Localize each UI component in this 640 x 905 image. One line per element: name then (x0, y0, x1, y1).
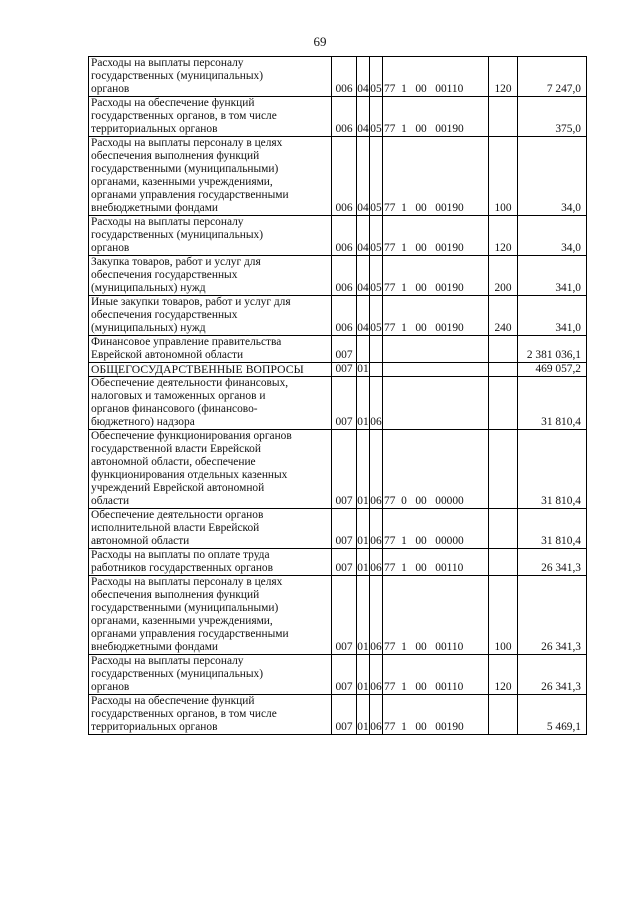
row-rz-cell: 01 (357, 363, 369, 375)
row-pr-cell: 05 (370, 296, 383, 336)
row-rz-cell: 04 (357, 296, 370, 336)
row-pr-cell (370, 336, 383, 363)
row-vr-cell (489, 509, 518, 549)
row-sum-cell: 375,0 (518, 97, 587, 137)
row-ved-cell: 007 (332, 509, 357, 549)
row-csr-cell: 77 1 00 00190 (383, 296, 489, 336)
table-row (89, 509, 587, 549)
row-pr-cell (370, 363, 383, 377)
row-vr-cell (489, 695, 518, 735)
row-sum-cell: 341,0 (518, 256, 587, 296)
row-name-cell: Обеспечение функционирования органов государственной власти Еврейской автономной области, обеспечение функционирования отдельных казенных учреждений Еврейской автономной области (89, 430, 332, 509)
row-vr-cell (489, 363, 518, 377)
row-pr-cell: 05 (370, 97, 383, 137)
row-vr-cell (489, 549, 518, 576)
row-csr-cell: 77 1 00 00190 (383, 137, 489, 216)
row-sum-cell: 26 341,3 (518, 655, 587, 695)
row-pr-cell: 06 (370, 655, 383, 695)
row-pr-cell: 06 (370, 377, 383, 430)
row-name-cell: Расходы на выплаты персоналу государственных (муниципальных) органов (89, 216, 332, 256)
row-rz-cell: 04 (357, 137, 370, 216)
row-name-cell: Расходы на выплаты по оплате труда работников государственных органов (89, 549, 332, 576)
row-rz-cell: 01 (357, 430, 370, 509)
row-vr-cell (489, 97, 518, 137)
row-pr-cell: 06 (370, 509, 383, 549)
table-row (89, 256, 587, 296)
table-row (89, 549, 587, 576)
row-ved-cell: 006 (332, 216, 357, 256)
row-ved-cell: 007 (332, 363, 357, 377)
table-row (89, 363, 587, 377)
row-csr-cell: 77 1 00 00190 (383, 695, 489, 735)
row-csr-cell: 77 0 00 00000 (383, 430, 489, 509)
row-rz-cell: 04 (357, 256, 370, 296)
row-vr-cell: 240 (489, 296, 518, 336)
row-sum-cell: 31 810,4 (518, 430, 587, 509)
row-ved-cell: 006 (332, 57, 357, 97)
row-csr-cell: 77 1 00 00110 (383, 655, 489, 695)
row-csr-cell: 77 1 00 00190 (383, 97, 489, 137)
row-csr-cell: 77 1 00 00110 (383, 576, 489, 655)
row-sum-cell: 26 341,3 (518, 549, 587, 576)
row-vr-cell: 100 (489, 137, 518, 216)
row-sum-cell: 2 381 036,1 (518, 336, 587, 363)
row-rz-cell: 01 (357, 655, 370, 695)
row-csr-cell: 77 1 00 00190 (383, 216, 489, 256)
row-sum-cell: 31 810,4 (518, 377, 587, 430)
row-pr-cell: 06 (370, 430, 383, 509)
budget-table (88, 56, 587, 735)
row-name-cell: Расходы на обеспечение функций государственных органов, в том числе территориальных органов (89, 97, 332, 137)
row-csr-cell: 77 1 00 00190 (383, 256, 489, 296)
table-row (89, 296, 587, 336)
table-row (89, 430, 587, 509)
row-sum-cell: 341,0 (518, 296, 587, 336)
row-name-cell: ОБЩЕГОСУДАРСТВЕННЫЕ ВОПРОСЫ (89, 363, 332, 377)
row-sum-cell: 5 469,1 (518, 695, 587, 735)
row-ved-cell: 006 (332, 296, 357, 336)
row-name-cell: Расходы на выплаты персоналу в целях обеспечения выполнения функций государственными (муниципальными) органами, казенными учреждениями, органами управления государственными внебюджетными фондами (89, 576, 332, 655)
row-ved-cell: 007 (332, 695, 357, 735)
row-sum-cell: 26 341,3 (518, 576, 587, 655)
row-vr-cell (489, 430, 518, 509)
row-rz-cell: 01 (357, 576, 370, 655)
row-name-cell: Иные закупки товаров, работ и услуг для обеспечения государственных (муниципальных) нужд (89, 296, 332, 336)
row-pr-cell: 06 (370, 695, 383, 735)
row-name-cell: Расходы на обеспечение функций государственных органов, в том числе территориальных органов (89, 695, 332, 735)
row-rz-cell (357, 336, 370, 363)
row-sum-cell: 34,0 (518, 216, 587, 256)
row-rz-cell: 04 (357, 216, 370, 256)
row-ved-cell: 006 (332, 256, 357, 296)
row-rz-cell: 04 (357, 57, 370, 97)
row-rz-cell: 01 (357, 549, 370, 576)
row-ved-cell: 007 (332, 655, 357, 695)
row-vr-cell: 120 (489, 655, 518, 695)
row-sum-cell: 7 247,0 (518, 57, 587, 97)
table-row (89, 97, 587, 137)
row-pr-cell: 05 (370, 57, 383, 97)
row-vr-cell: 200 (489, 256, 518, 296)
row-ved-cell: 007 (332, 430, 357, 509)
row-name-cell: Закупка товаров, работ и услуг для обеспечения государственных (муниципальных) нужд (89, 256, 332, 296)
table-row (89, 695, 587, 735)
table-row (89, 576, 587, 655)
row-vr-cell: 120 (489, 57, 518, 97)
row-ved-cell: 007 (332, 336, 357, 363)
row-name-cell: Расходы на выплаты персоналу государственных (муниципальных) органов (89, 655, 332, 695)
row-name-cell: Обеспечение деятельности финансовых, налоговых и таможенных органов и органов финансового (финансово- бюджетного) надзора (89, 377, 332, 430)
row-rz-cell: 01 (357, 509, 370, 549)
row-rz-cell: 01 (357, 695, 370, 735)
row-csr-cell: 77 1 00 00110 (383, 549, 489, 576)
table-row (89, 137, 587, 216)
row-ved-cell: 006 (332, 97, 357, 137)
row-ved-cell: 007 (332, 377, 357, 430)
row-csr-cell (383, 377, 489, 430)
row-sum-cell: 469 057,2 (518, 363, 587, 377)
row-vr-cell: 100 (489, 576, 518, 655)
row-csr-cell: 77 1 00 00000 (383, 509, 489, 549)
row-csr-cell: 77 1 00 00110 (383, 57, 489, 97)
row-rz-cell: 04 (357, 97, 370, 137)
row-sum-cell: 31 810,4 (518, 509, 587, 549)
row-csr-cell (383, 336, 489, 363)
row-sum-cell: 34,0 (518, 137, 587, 216)
row-pr-cell: 05 (370, 137, 383, 216)
row-pr-cell: 06 (370, 576, 383, 655)
row-vr-cell (489, 377, 518, 430)
row-vr-cell (489, 336, 518, 363)
row-pr-cell: 05 (370, 256, 383, 296)
row-rz-cell: 01 (357, 377, 370, 430)
table-row (89, 216, 587, 256)
budget-table-body (89, 57, 587, 735)
table-row (89, 655, 587, 695)
row-ved-cell: 006 (332, 137, 357, 216)
row-ved-cell: 007 (332, 576, 357, 655)
row-pr-cell: 05 (370, 216, 383, 256)
row-name-cell: Расходы на выплаты персоналу в целях обеспечения выполнения функций государственными (муниципальными) органами, казенными учреждениями, органами управления государственными внебюджетными фондами (89, 137, 332, 216)
row-name-cell: Расходы на выплаты персоналу государственных (муниципальных) органов (89, 57, 332, 97)
row-ved-cell: 007 (332, 549, 357, 576)
row-name-cell: Финансовое управление правительства Еврейской автономной области (89, 336, 332, 363)
table-row (89, 57, 587, 97)
row-pr-cell: 06 (370, 549, 383, 576)
table-row (89, 377, 587, 430)
row-csr-cell (383, 363, 489, 377)
row-vr-cell: 120 (489, 216, 518, 256)
row-name-cell: Обеспечение деятельности органов исполнительной власти Еврейской автономной области (89, 509, 332, 549)
table-row (89, 336, 587, 363)
page-number: 69 (313, 34, 327, 49)
